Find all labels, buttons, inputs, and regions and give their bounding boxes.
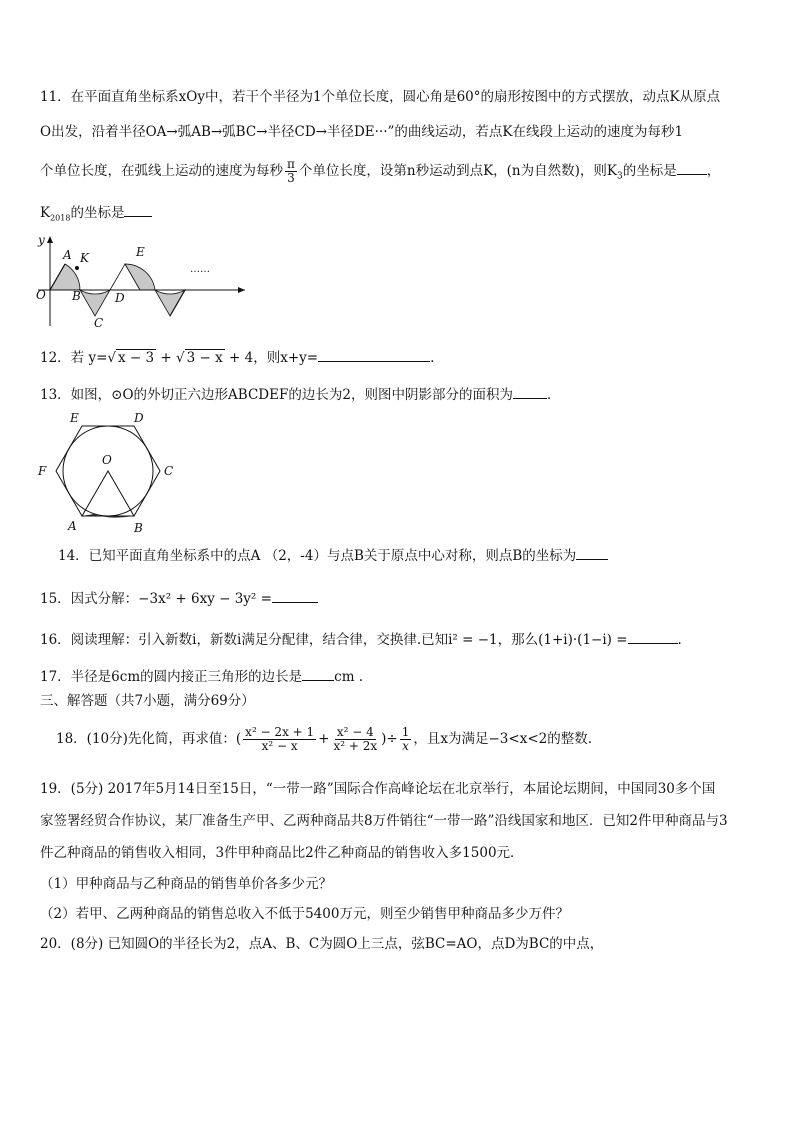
q15-line	[40, 588, 318, 608]
label-e: E	[136, 245, 145, 259]
q12-radicand-1: x − 3	[118, 350, 155, 366]
q12-line: 12．若 y=√ x − 3 + √ 3 − x + 4，则x+y= .	[40, 347, 434, 367]
q16-end: .	[677, 632, 682, 648]
label-a-hex: A	[68, 519, 77, 533]
q17-line	[40, 666, 363, 686]
fraction-numerator: π	[287, 157, 295, 171]
fraction-numerator: x² − 4	[336, 725, 374, 739]
label-b: B	[72, 289, 81, 303]
label-o-hex: O	[102, 453, 112, 467]
fraction-denominator: x	[402, 739, 409, 753]
hexagon-circle-figure	[34, 408, 184, 536]
label-d-hex: D	[134, 411, 144, 425]
section-3-heading: 三、解答题（共7小题，满分69分）	[40, 693, 255, 709]
q18-fraction-3	[400, 726, 412, 753]
triangle-oab	[82, 471, 134, 516]
q19-line-1: 19．(5分) 2017年5月14日至15日，“一带一路”国际合作高峰论坛在北京举行，本届论坛期间，中国同30多个国	[40, 781, 716, 797]
k3-subscript: 3	[616, 171, 623, 182]
q11-line-2: O出发，沿着半径OA→弧AB→弧BC→半径CD→半径DE···”的曲线运动，若点K在线段上运动的速度为每秒1	[40, 124, 684, 140]
answer-blank-k2018	[124, 202, 152, 217]
fraction-denominator: x² + 2x	[333, 739, 378, 753]
point-k	[75, 266, 79, 270]
q12-prefix: 12．若 y=	[40, 350, 108, 366]
q15-text: 15．因式分解：−3x² + 6xy − 3y² =	[40, 591, 272, 607]
q18-suffix: ，且x为满足−3<x<2的整数.	[413, 731, 593, 747]
q11-line-3	[40, 158, 720, 186]
q18-fraction-1	[243, 726, 316, 753]
q12-plus: +	[156, 350, 177, 366]
q18-line	[56, 726, 592, 753]
label-o: O	[36, 288, 46, 302]
q17-unit: cm .	[334, 669, 364, 685]
q14-text: 14．已知平面直角坐标系中的点A （2，-4）与点B关于原点中心对称，则点B的坐标为	[58, 548, 577, 564]
sector-path-figure	[30, 232, 250, 330]
fraction-denominator: 3	[287, 171, 295, 185]
label-d: D	[115, 291, 125, 305]
q11-line-3b: 个单位长度，设第n秒运动到点K，(n为自然数)，则K	[298, 163, 617, 179]
label-y: y	[38, 233, 45, 247]
fraction-denominator: x² − x	[261, 739, 298, 753]
shaded-sector-3	[125, 264, 155, 290]
answer-blank-k3	[677, 160, 707, 175]
label-c: C	[94, 316, 104, 330]
q11-line-3a: 个单位长度，在弧线上运动的速度为每秒	[40, 163, 283, 179]
q13-end: ．	[546, 387, 561, 403]
q11-line-3c: 的坐标是	[622, 163, 677, 179]
k2018-subscript: 2018	[50, 213, 71, 223]
q16-text: 16．阅读理解：引入新数i，新数i满足分配律，结合律，交换律.已知i² = −1，那么(1+i)·(1−i) =	[40, 632, 628, 648]
answer-blank-q14	[576, 545, 608, 560]
answer-blank-q16	[628, 629, 678, 644]
q11-comma: ，	[706, 163, 721, 179]
fraction-numerator: 1	[401, 725, 410, 739]
x-axis-arrow	[238, 287, 245, 293]
q12-end: .	[430, 350, 435, 366]
q12-radicand-2: 3 − x	[186, 350, 223, 366]
q18-prefix: 18．(10分)先化简，再求值：(	[56, 731, 242, 747]
label-e-hex: E	[70, 411, 79, 425]
q18-divide: )÷	[381, 731, 398, 747]
answer-blank-q15	[272, 588, 318, 603]
q16-line	[40, 629, 682, 649]
label-a: A	[63, 248, 72, 262]
label-c-hex: C	[164, 464, 174, 478]
label-dots: ……	[190, 264, 210, 275]
shaded-sector-2	[80, 290, 110, 316]
q14-line	[58, 545, 608, 565]
q18-plus: +	[318, 731, 330, 747]
q19-line-2: 家签署经贸合作协议，某厂准备生产甲、乙两种商品共8万件销往“一带一路”沿线国家和地区．已知2件甲种商品与3	[40, 813, 728, 829]
q19-subquestion-1: （1）甲种商品与乙种商品的销售单价各多少元？	[40, 876, 333, 892]
q19-subquestion-2: （2）若甲、乙两种商品的销售总收入不低于5400万元，则至少销售甲种商品多少万件？	[40, 906, 569, 922]
answer-blank-q17	[302, 666, 334, 681]
label-f-hex: F	[38, 464, 47, 478]
y-axis-arrow	[47, 236, 53, 243]
answer-blank-q12	[318, 347, 430, 362]
answer-blank-q13	[513, 384, 547, 399]
k-label: K	[40, 205, 51, 221]
q11-line-4b: 的坐标是	[70, 205, 125, 221]
q13-text: 13．如图，⊙O的外切正六边形ABCDEF的边长为2，则图中阴影部分的面积为	[40, 387, 513, 403]
fraction-numerator: x² − 2x + 1	[245, 725, 315, 739]
shaded-sector-4	[155, 290, 185, 316]
label-k: K	[80, 251, 89, 265]
q18-fraction-2	[331, 726, 379, 753]
q19-line-3: 件乙种商品的销售收入相同，3件甲种商品比2件乙种商品的销售收入多1500元．	[40, 845, 524, 861]
q17-text: 17．半径是6cm的圆内接正三角形的边长是	[40, 669, 303, 685]
pi-over-3-fraction	[285, 158, 297, 185]
label-b-hex: B	[134, 521, 143, 535]
q11-line-4	[40, 202, 152, 228]
q13-line	[40, 384, 560, 404]
q20-line-1: 20．(8分) 已知圆O的半径长为2，点A、B、C为圆O上三点，弦BC=AO，点D为BC的中点，	[40, 936, 604, 952]
q12-suffix: + 4，则x+y=	[224, 350, 319, 366]
q11-line-1: 11．在平面直角坐标系xOy中，若干个半径为1个单位长度，圆心角是60°的扇形按图中的方式摆放，动点K从原点	[40, 89, 721, 105]
